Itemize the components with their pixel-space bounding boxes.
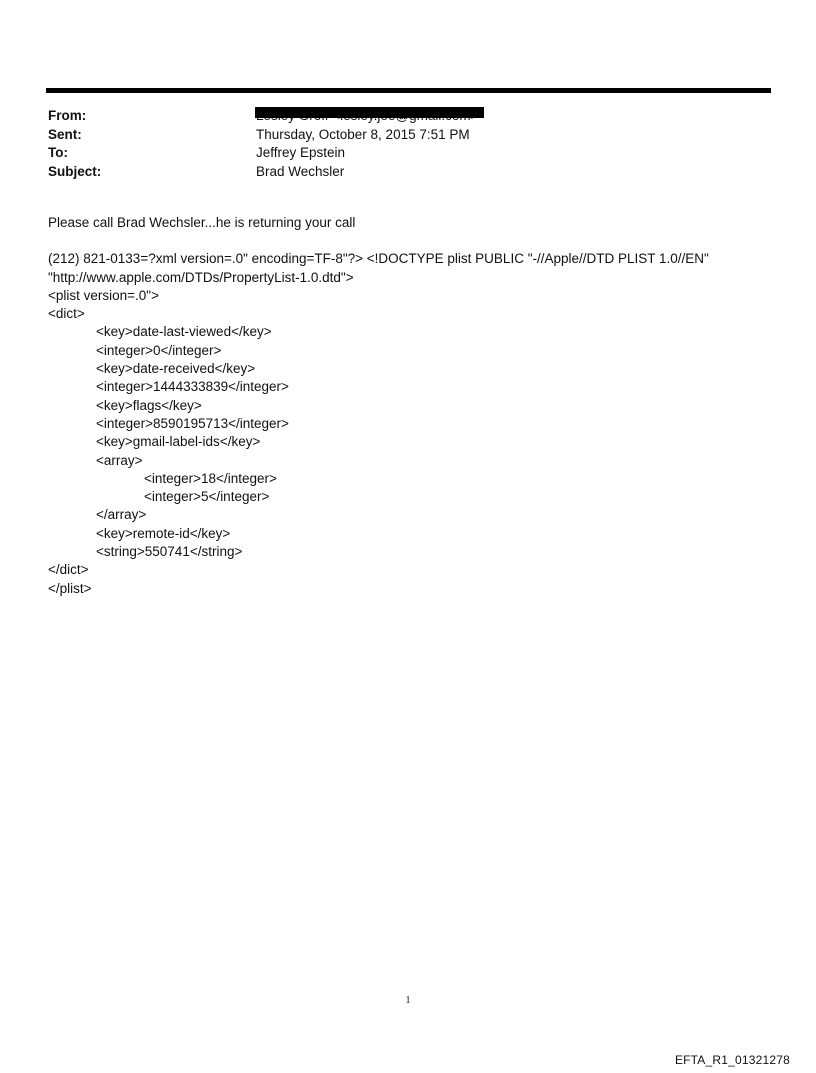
plist-line: <key>gmail-label-ids</key>	[96, 434, 261, 450]
plist-line: <integer>1444333839</integer>	[96, 379, 289, 395]
subject-label: Subject:	[48, 163, 102, 179]
plist-line: <plist version=.0">	[48, 287, 159, 303]
plist-line: (212) 821-0133=?xml version=.0" encoding=TF-8"?> <!DOCTYPE plist PUBLIC "-//Apple//DTD PLIST 1.0//EN"	[48, 251, 709, 267]
plist-line: <key>date-last-viewed</key>	[96, 324, 272, 340]
to-row	[48, 144, 748, 163]
plist-line: <key>remote-id</key>	[96, 525, 231, 541]
plist-line: <string>550741</string>	[96, 544, 243, 560]
email-body	[48, 214, 768, 598]
sent-value: Thursday, October 8, 2015 7:51 PM	[256, 126, 470, 142]
plist-block	[48, 250, 768, 598]
from-label: From:	[48, 108, 87, 123]
plist-line: <dict>	[48, 306, 85, 322]
to-value: Jeffrey Epstein	[256, 145, 346, 160]
plist-line: </array>	[96, 507, 147, 523]
to-label: To:	[48, 145, 68, 160]
plist-line: <array>	[96, 452, 143, 468]
page-number: 1	[405, 995, 411, 1006]
plist-line: "http://www.apple.com/DTDs/PropertyList-1.0.dtd">	[48, 269, 354, 285]
sent-row	[48, 126, 748, 145]
plist-line: <key>flags</key>	[96, 397, 202, 413]
from-row	[48, 107, 748, 126]
email-header	[48, 107, 748, 181]
message-text: Please call Brad Wechsler...he is returning your call	[48, 215, 356, 230]
plist-line: <key>date-received</key>	[96, 361, 256, 377]
plist-line: <integer>0</integer>	[96, 342, 222, 358]
subject-value: Brad Wechsler	[256, 163, 345, 179]
plist-line: <integer>8590195713</integer>	[96, 415, 289, 431]
plist-line: </dict>	[48, 562, 89, 578]
paragraph-gap	[48, 232, 768, 250]
header-divider	[46, 88, 771, 93]
sent-label: Sent:	[48, 126, 82, 142]
bates-number: EFTA_R1_01321278	[674, 1053, 790, 1067]
plist-line: <integer>18</integer>	[144, 470, 277, 486]
plist-line: </plist>	[48, 580, 92, 596]
subject-row	[48, 163, 748, 182]
redaction-bar	[255, 107, 484, 118]
plist-line: <integer>5</integer>	[144, 489, 270, 505]
